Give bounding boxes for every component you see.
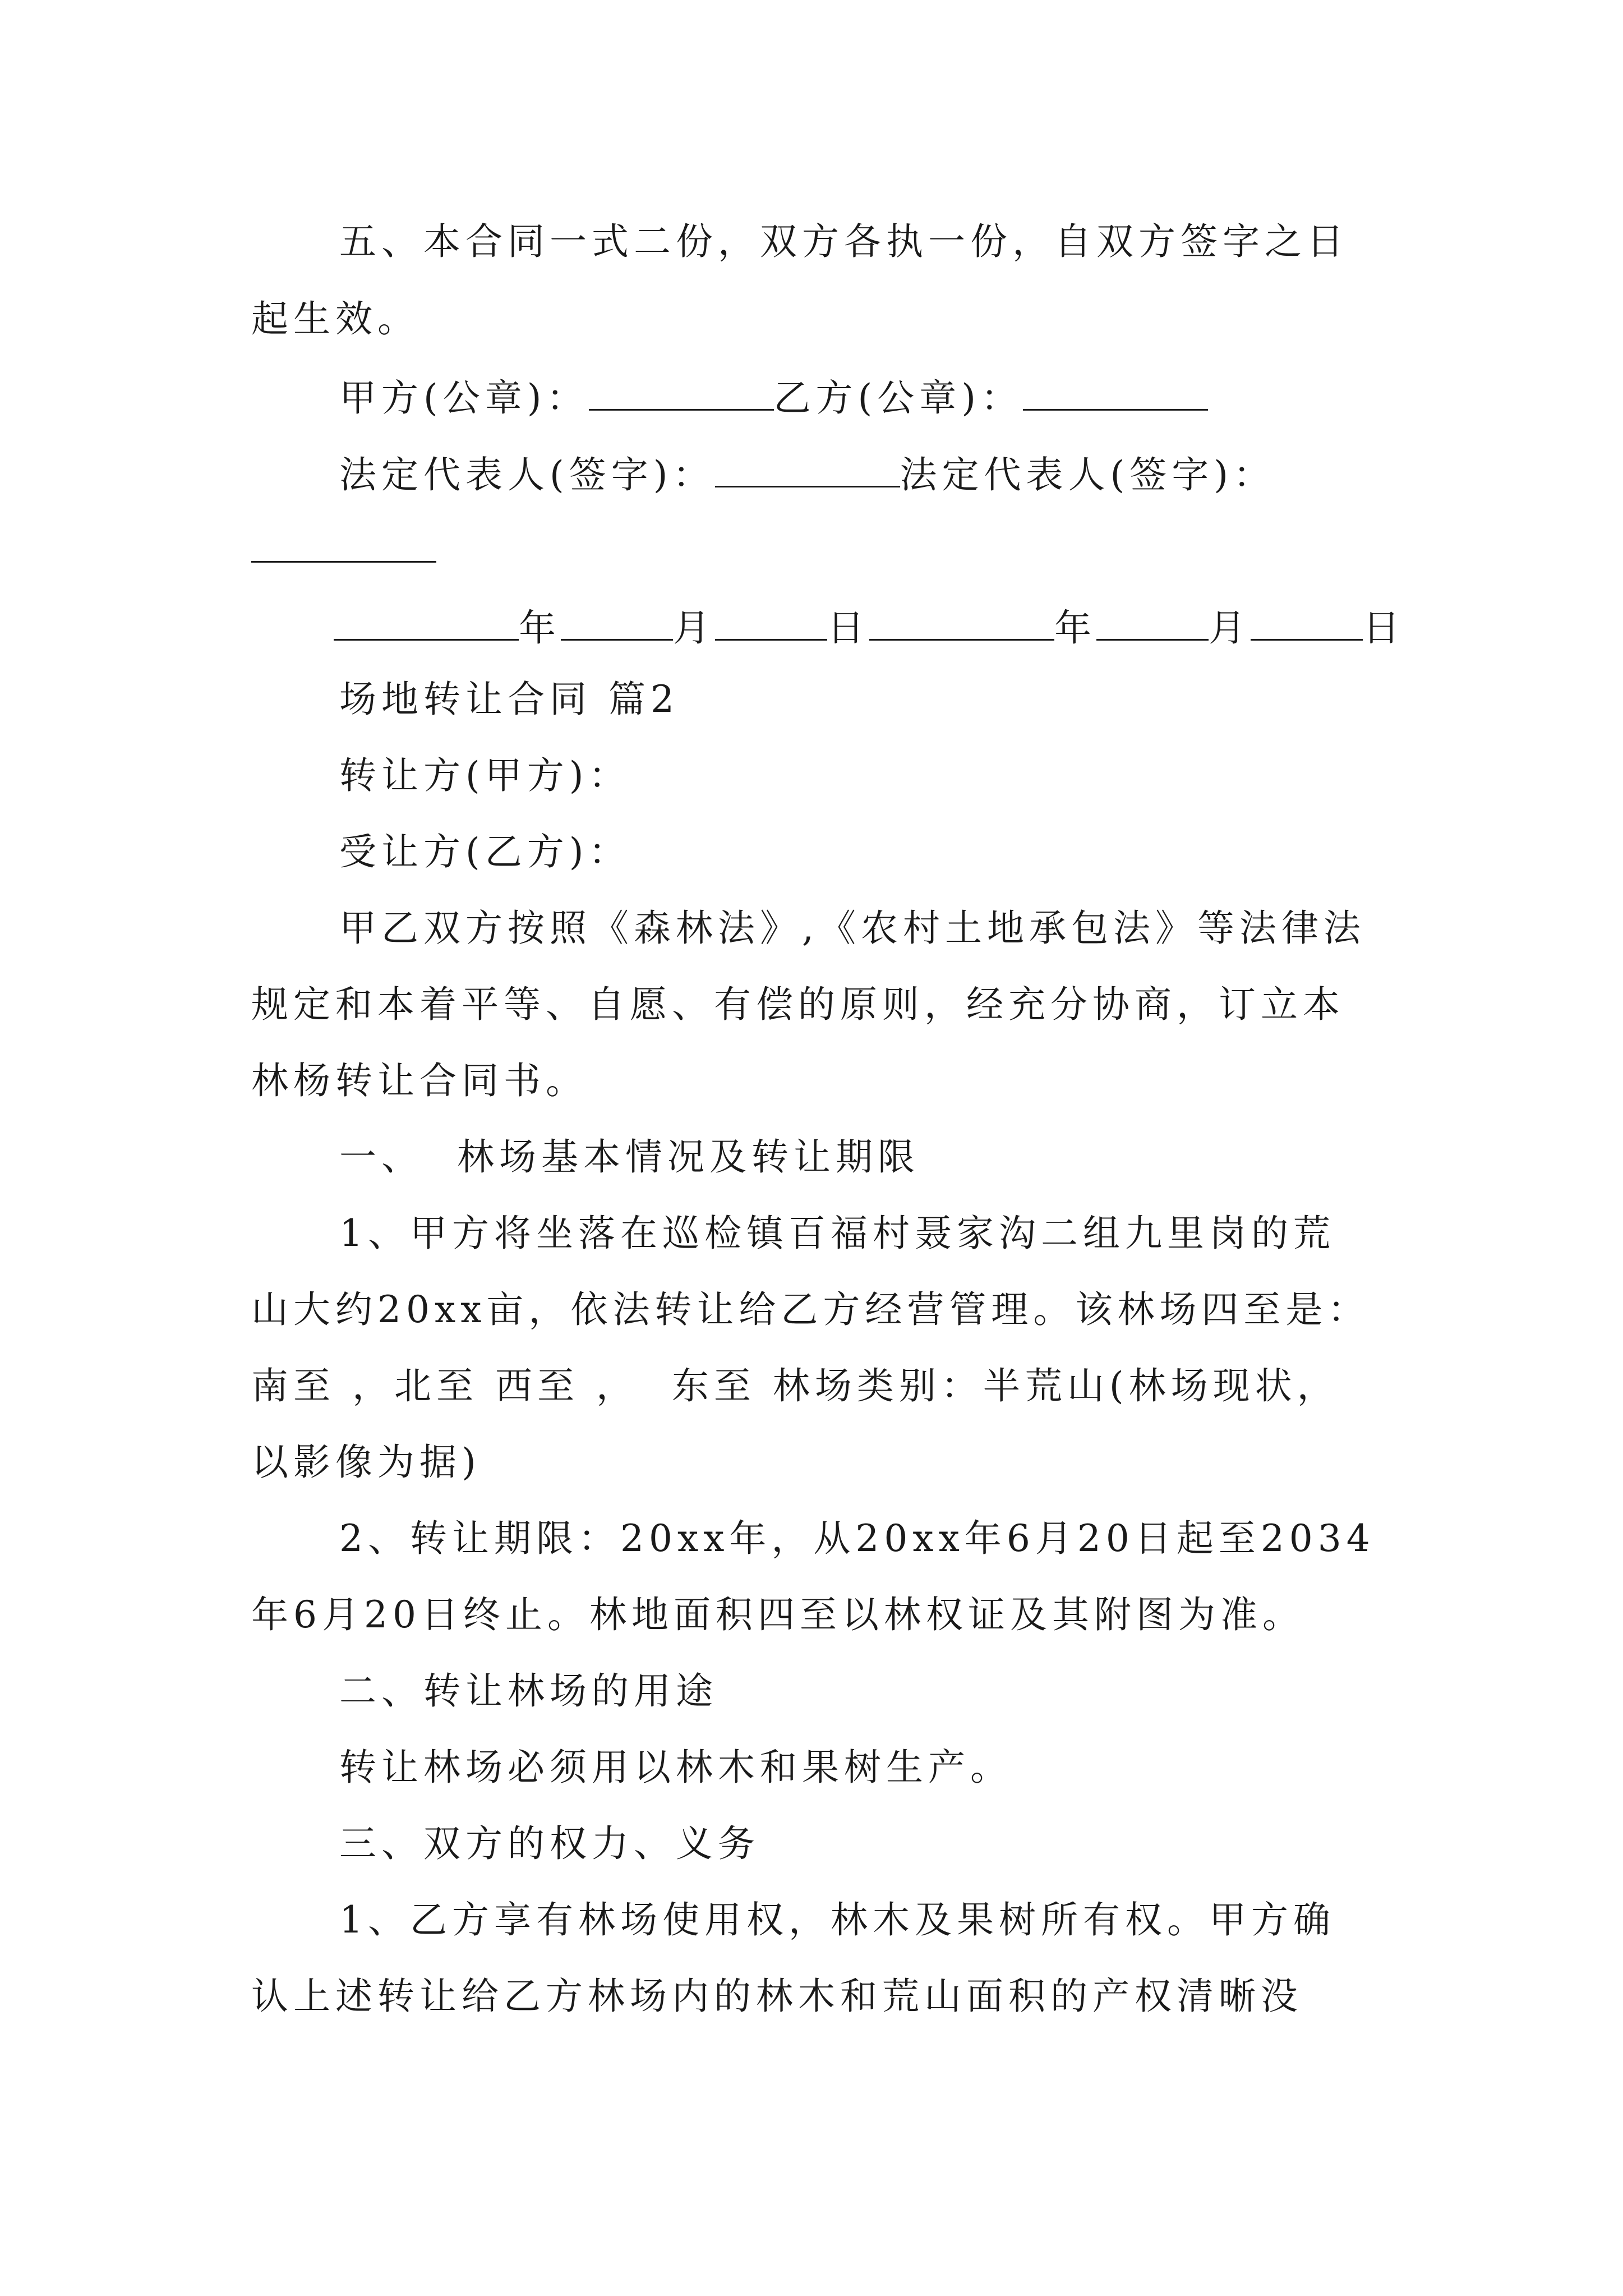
signature-seal-row — [339, 376, 1461, 420]
party-a-seal-label: 甲方(公章)： — [339, 376, 589, 420]
party-b-rep-blank-row — [251, 528, 1373, 569]
party-b-rep-blank — [251, 528, 436, 563]
date-b-day: 日 — [1363, 606, 1405, 650]
date-a-year: 年 — [519, 606, 561, 650]
item-3-line-2: 认上述转让给乙方林场内的林木和荒山面积的产权清晰没 — [251, 1975, 1303, 2018]
date-a-day: 日 — [827, 606, 869, 650]
party-a-rep-label: 法定代表人(签字)： — [339, 453, 715, 496]
heading-3: 三、双方的权力、义务 — [339, 1822, 760, 1865]
heading-1: 一、 林场基本情况及转让期限 — [339, 1135, 920, 1179]
date-b-year-blank — [869, 606, 1054, 641]
item-1-line-2: 山大约20xx亩，依法转让给乙方经营管理。该林场四至是： — [251, 1288, 1370, 1331]
date-b-month: 月 — [1209, 606, 1251, 650]
date-b-month-blank — [1096, 606, 1209, 641]
party-a-seal-blank — [589, 376, 774, 411]
clause-5-line-1: 五、本合同一式二份，双方各执一份，自双方签字之日 — [339, 220, 1349, 263]
item-2-line-2: 年6月20日终止。林地面积四至以林权证及其附图为准。 — [251, 1593, 1304, 1636]
date-row — [334, 606, 1455, 650]
item-1-line-4: 以影像为据) — [251, 1441, 481, 1484]
heading-2-body: 转让林场必须用以林木和果树生产。 — [339, 1746, 1012, 1789]
intro-line-1: 甲乙双方按照《森林法》,《农村土地承包法》等法律法 — [339, 907, 1366, 950]
heading-2: 二、转让林场的用途 — [339, 1669, 718, 1713]
transferor-label: 转让方(甲方)： — [339, 754, 631, 797]
date-a-month: 月 — [673, 606, 715, 650]
intro-line-3: 林杨转让合同书。 — [251, 1059, 588, 1102]
date-a-year-blank — [334, 606, 519, 641]
date-a-month-blank — [561, 606, 673, 641]
date-b-day-blank — [1251, 606, 1363, 641]
date-b-year: 年 — [1054, 606, 1096, 650]
signature-rep-row — [339, 453, 1461, 494]
transferee-label: 受让方(乙方)： — [339, 830, 631, 873]
clause-5-line-2: 起生效。 — [251, 297, 419, 341]
intro-line-2: 规定和本着平等、自愿、有偿的原则，经充分协商，订立本 — [251, 983, 1345, 1026]
party-a-rep-blank — [715, 453, 900, 487]
section-title: 场地转让合同 篇2 — [339, 678, 679, 721]
party-b-rep-label: 法定代表人(签字)： — [900, 453, 1275, 496]
party-b-seal-label: 乙方(公章)： — [773, 376, 1023, 420]
date-a-day-blank — [715, 606, 827, 641]
item-1-line-3: 南至 ，北至 西至 ， 东至 林场类别：半荒山(林场现状， — [251, 1364, 1339, 1407]
item-3-line-1: 1、乙方享有林场使用权，林木及果树所有权。甲方确 — [339, 1898, 1335, 1941]
item-1-line-1: 1、甲方将坐落在巡检镇百福村聂家沟二组九里岗的荒 — [339, 1212, 1335, 1255]
item-2-line-1: 2、转让期限：20xx年，从20xx年6月20日起至2034 — [339, 1517, 1375, 1560]
party-b-seal-blank — [1023, 376, 1208, 411]
